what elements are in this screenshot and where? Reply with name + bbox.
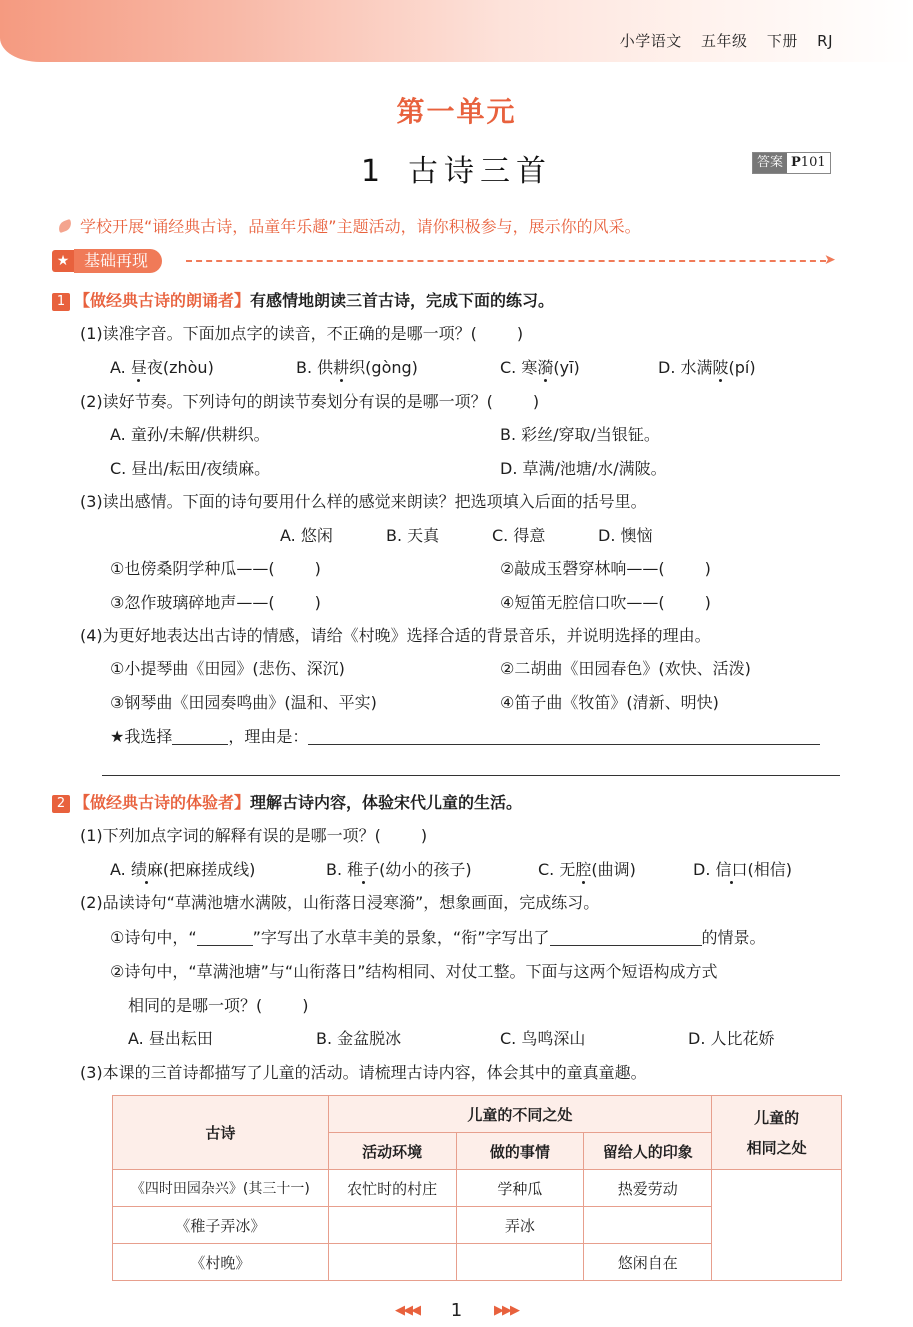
unit-title: 第一单元 — [396, 95, 517, 128]
answer-page-prefix: P — [791, 155, 801, 170]
env-cell[interactable] — [328, 1244, 456, 1281]
q1-p4-stem: (4)为更好地表达出古诗的情感，请给《村晚》选择合适的背景音乐，并说明选择的理由。 — [80, 626, 711, 645]
q2-p2-option-b: B. 金盆脱冰 — [316, 1029, 402, 1048]
section-label: 基础再现 — [74, 249, 162, 273]
q1-p1-stem: (1)读准字音。下面加点字的读音，不正确的是哪一项？( ) — [80, 324, 524, 343]
q1-p3-choice-b: B. 天真 — [386, 526, 440, 545]
answer-reference — [752, 152, 831, 174]
q2-prompt: 理解古诗内容，体验宋代儿童的生活。 — [250, 793, 523, 812]
leaf-icon — [56, 218, 78, 234]
q2-p2-option-a: A. 昼出耘田 — [128, 1029, 213, 1048]
impression-cell[interactable]: 热爱劳动 — [584, 1170, 712, 1207]
q2-p2-option-c: C. 鸟鸣深山 — [500, 1029, 586, 1048]
poem-cell: 《村晚》 — [113, 1244, 329, 1281]
section-header — [52, 248, 162, 274]
subject: 小学语文 — [619, 32, 682, 50]
next-arrows-icon: ▶▶▶ — [493, 1303, 518, 1318]
q1-tag: 【做经典古诗的朗诵者】 — [74, 291, 251, 310]
q1-p3-item-1: ①也傍桑阴学种瓜——( ) — [110, 559, 321, 578]
table-row — [113, 1170, 842, 1207]
q2-p1-option-d: D. 信口(相信) — [693, 860, 793, 879]
scene-blank[interactable] — [550, 945, 702, 946]
word-blank[interactable] — [197, 945, 253, 946]
differences-header: 儿童的不同之处 — [328, 1096, 711, 1133]
q1-p4-music-4: ④笛子曲《牧笛》(清新、明快) — [500, 693, 719, 712]
intro-sentence: 学校开展“诵经典古诗，品童年乐趣”主题活动，请你积极参与，展示你的风采。 — [80, 217, 641, 236]
q1-p2-stem: (2)读好节奏。下列诗句的朗读节奏划分有误的是哪一项？( ) — [80, 392, 540, 411]
q1-p2-option-c: C. 昼出/耘田/夜绩麻。 — [110, 459, 271, 478]
similarities-header: 儿童的 相同之处 — [712, 1096, 842, 1170]
col-doing-header: 做的事情 — [456, 1133, 584, 1170]
q1-p4-answer-line: ★我选择 ，理由是： — [110, 724, 820, 747]
q1-p1-option-b: B. 供耕织(gòng) — [296, 358, 418, 377]
q1-number: 1 — [52, 293, 70, 311]
q1-p4-music-2: ②二胡曲《田园春色》(欢快、活泼) — [500, 659, 751, 678]
reason-blank-line-2[interactable] — [102, 775, 840, 776]
doing-cell[interactable]: 学种瓜 — [456, 1170, 584, 1207]
prev-arrows-icon: ◀◀◀ — [395, 1303, 420, 1318]
q1-p3-item-4: ④短笛无腔信口吹——( ) — [500, 593, 711, 612]
lesson-number: 1 — [360, 154, 387, 189]
grade: 五年级 — [701, 32, 748, 50]
term: 下册 — [766, 32, 798, 50]
q2-p2-stem: (2)品读诗句“草满池塘水满陂，山衔落日浸寒漪”，想象画面，完成练习。 — [80, 893, 600, 912]
q2-number: 2 — [52, 795, 70, 813]
q1-p3-item-2: ②敲成玉磬穿林响——( ) — [500, 559, 711, 578]
q1-p1-option-c: C. 寒漪(yī) — [500, 358, 580, 377]
col-impression-header: 留给人的印象 — [584, 1133, 712, 1170]
q1-header — [52, 288, 554, 311]
col-env-header: 活动环境 — [328, 1133, 456, 1170]
q2-p3-stem: (3)本课的三首诗都描写了儿童的活动。请梳理古诗内容，体会其中的童真童趣。 — [80, 1063, 647, 1082]
doing-cell[interactable]: 弄冰 — [456, 1207, 584, 1244]
q1-prompt: 有感情地朗读三首古诗，完成下面的练习。 — [250, 291, 555, 310]
q2-p2-option-d: D. 人比花娇 — [688, 1029, 775, 1048]
star-badge-icon: ★ — [52, 250, 74, 272]
lesson-name: 古诗三首 — [408, 154, 553, 189]
q2-p2-sub2: ②诗句中，“草满池塘”与“山衔落日”结构相同、对仗工整。下面与这两个短语构成方式 — [110, 962, 718, 981]
q2-tag: 【做经典古诗的体验者】 — [74, 793, 251, 812]
answer-page: 101 — [800, 155, 826, 170]
q1-p3-choice-d: D. 懊恼 — [598, 526, 653, 545]
q2-p2-sub1: ①诗句中，“ ”字写出了水草丰美的景象，“衔”字写出了 的情景。 — [110, 928, 766, 947]
page-number: 1 — [450, 1300, 463, 1321]
q1-p3-item-3: ③忽作玻璃碎地声——( ) — [110, 593, 321, 612]
q1-p2-option-b: B. 彩丝/穿取/当银钲。 — [500, 425, 660, 444]
section-divider — [186, 260, 826, 262]
q2-header — [52, 790, 522, 813]
col-poem-header: 古诗 — [113, 1096, 329, 1170]
env-cell[interactable] — [328, 1207, 456, 1244]
q1-p2-option-d: D. 草满/池塘/水/满陂。 — [500, 459, 667, 478]
q1-p1-option-d: D. 水满陂(pí) — [658, 358, 756, 377]
q2-p1-option-a: A. 绩麻(把麻搓成线) — [110, 860, 256, 879]
page-footer — [0, 1300, 913, 1321]
impression-cell[interactable] — [584, 1207, 712, 1244]
choice-blank[interactable] — [172, 744, 228, 745]
impression-cell[interactable]: 悠闲自在 — [584, 1244, 712, 1281]
summary-table — [112, 1095, 842, 1281]
q2-p1-stem: (1)下列加点字词的解释有误的是哪一项？( ) — [80, 826, 428, 845]
reason-blank[interactable] — [308, 744, 820, 745]
book-meta — [606, 30, 833, 51]
q2-p1-option-c: C. 无腔(曲调) — [538, 860, 636, 879]
doing-cell[interactable] — [456, 1244, 584, 1281]
q2-p1-option-b: B. 稚子(幼小的孩子) — [326, 860, 472, 879]
env-cell[interactable]: 农忙时的村庄 — [328, 1170, 456, 1207]
intro-text — [56, 214, 641, 237]
poem-cell: 《四时田园杂兴》(其三十一) — [113, 1170, 329, 1207]
q1-p3-choice-c: C. 得意 — [492, 526, 546, 545]
q1-p1-option-a: A. 昼夜(zhòu) — [110, 358, 214, 377]
poem-cell: 《稚子弄冰》 — [113, 1207, 329, 1244]
similarities-cell[interactable] — [712, 1170, 842, 1281]
q1-p4-music-1: ①小提琴曲《田园》(悲伤、深沉) — [110, 659, 345, 678]
q1-p3-choice-a: A. 悠闲 — [280, 526, 333, 545]
q1-p4-music-3: ③钢琴曲《田园奏鸣曲》(温和、平实) — [110, 693, 377, 712]
edition: RJ — [817, 32, 833, 50]
q1-p3-stem: (3)读出感情。下面的诗句要用什么样的感觉来朗读？把选项填入后面的括号里。 — [80, 492, 647, 511]
q1-p2-option-a: A. 童孙/未解/供耕织。 — [110, 425, 270, 444]
answer-label: 答案 — [753, 153, 787, 173]
arrow-right-icon: ➤ — [824, 252, 836, 268]
q2-p2-sub2-cont: 相同的是哪一项？( ) — [128, 996, 309, 1015]
